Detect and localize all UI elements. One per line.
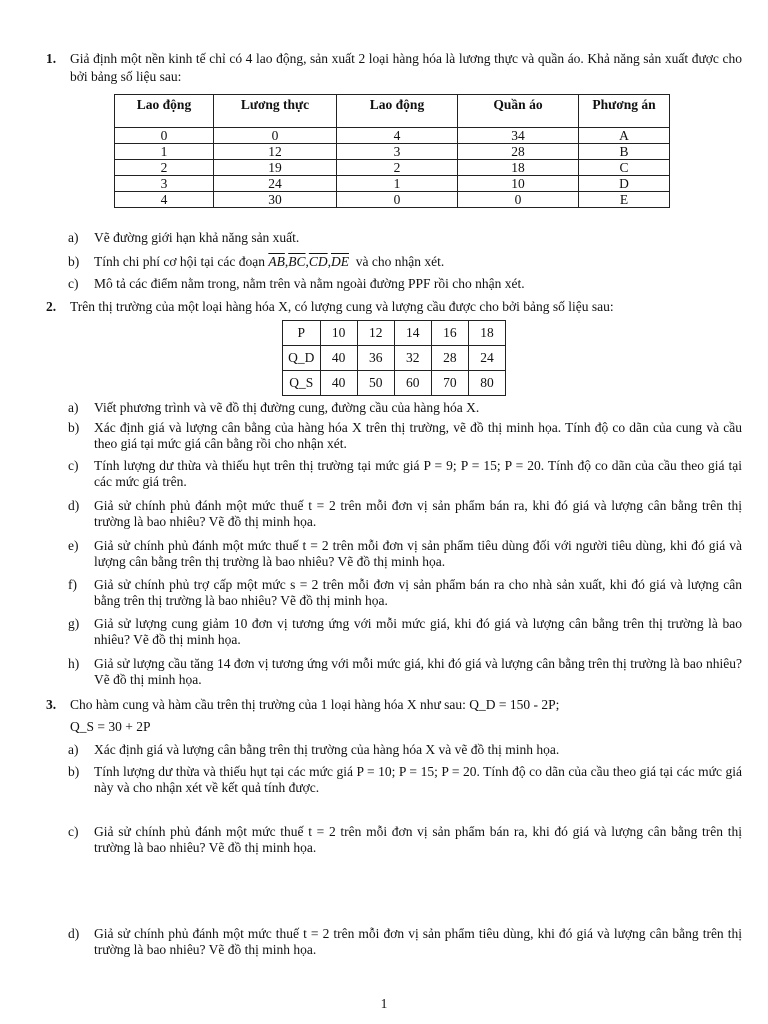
sub-question-text: Giả sử chính phủ đánh một mức thuế t = 2 trên mỗi đơn vị sản phẩm tiêu dùng, khi đó giá và lượng cân bằng trên thị trường là bao nhiêu? Vẽ đồ thị minh họa. <box>94 926 742 957</box>
sub-question-label: a) <box>68 400 79 415</box>
table-row <box>115 144 670 160</box>
sub-question-label: a) <box>68 230 79 245</box>
table-row <box>283 321 506 346</box>
table-cell: E <box>579 192 670 208</box>
table-cell: 24 <box>214 176 337 192</box>
table-cell: 4 <box>337 128 458 144</box>
table-cell: 40 <box>320 371 357 396</box>
sub-question-label: h) <box>68 656 80 671</box>
sub-question <box>68 764 742 796</box>
question-number: 1. <box>46 51 57 66</box>
question-number: 2. <box>46 299 57 314</box>
table-cell: 36 <box>357 346 394 371</box>
sub-question-text: Xác định giá và lượng cân bằng trên thị trường của hàng hóa X và vẽ đồ thị minh họa. <box>94 742 560 757</box>
table-cell: 0 <box>458 192 579 208</box>
sub-question-label: b) <box>68 420 80 435</box>
table-cell: A <box>579 128 670 144</box>
table-header: Phương án <box>579 95 670 128</box>
table-header: Lao động <box>337 95 458 128</box>
sub-question-text: Giả sử lượng cung giảm 10 đơn vị tương ứng với mỗi mức giá, khi đó giá và lượng cân bằng trên thị trường là bao nhiêu? Vẽ đồ thị minh họa. <box>94 616 742 647</box>
question-3-line-2 <box>46 718 742 736</box>
table-cell: C <box>579 160 670 176</box>
sub-question-text-start: Tính chi phí cơ hội tại các đoạn <box>94 254 265 269</box>
table-cell: 3 <box>115 176 214 192</box>
sub-question-text: Mô tả các điểm nằm trong, nằm trên và nằm ngoài đường PPF rồi cho nhận xét. <box>94 276 525 291</box>
table-header: Quần áo <box>458 95 579 128</box>
table-row <box>283 371 506 396</box>
table-cell: 3 <box>337 144 458 160</box>
question-text: Cho hàm cung và hàm cầu trên thị trường của 1 loại hàng hóa X như sau: Q_D = 150 - 2P; <box>70 697 560 712</box>
sub-question-label: c) <box>68 824 79 839</box>
table-cell: 28 <box>431 346 468 371</box>
sub-question-text: Vẽ đường giới hạn khả năng sản xuất. <box>94 230 300 245</box>
table-cell: 18 <box>458 160 579 176</box>
sub-question-text: Giả sử chính phủ đánh một mức thuế t = 2 trên mỗi đơn vị sản phẩm bán ra, khi đó giá và lượng cân bằng trên thị trường là bao nhiêu? Vẽ đồ thị minh họa. <box>94 824 742 855</box>
question-text: Trên thị trường của một loại hàng hóa X, có lượng cung và lượng cầu được cho bởi bảng số liệu sau: <box>70 299 614 314</box>
sub-question <box>68 400 742 416</box>
sub-question-label: d) <box>68 498 80 513</box>
page-number: 1 <box>380 996 388 1011</box>
sub-question <box>68 276 742 292</box>
table-row <box>115 160 670 176</box>
table-row <box>283 346 506 371</box>
sub-question-label: b) <box>68 764 80 779</box>
question-text: Giả định một nền kinh tế chỉ có 4 lao động, sản xuất 2 loại hàng hóa là lương thực và quần áo. Khả năng sản xuất được cho bởi bảng số liệu sau: <box>70 51 742 84</box>
sub-question-text: Giả sử chính phủ đánh một mức thuế t = 2 trên mỗi đơn vị sản phẩm bán ra, khi đó giá và lượng cân bằng trên thị trường là bao nhiêu? Vẽ đồ thị minh họa. <box>94 498 742 529</box>
sub-question-label: d) <box>68 926 80 941</box>
sub-question-label: g) <box>68 616 80 631</box>
sub-question-label: f) <box>68 577 77 592</box>
sub-question <box>68 420 742 452</box>
table-cell: 2 <box>115 160 214 176</box>
sub-question <box>68 538 742 570</box>
question-3 <box>46 696 742 714</box>
table-cell: 18 <box>468 321 505 346</box>
sub-question-text: Viết phương trình và vẽ đồ thị đường cung, đường cầu của hàng hóa X. <box>94 400 480 415</box>
sub-question <box>68 458 742 490</box>
table-cell: Q_S <box>283 371 321 396</box>
table-cell: 19 <box>214 160 337 176</box>
table-cell: D <box>579 176 670 192</box>
table-cell: 34 <box>458 128 579 144</box>
table-cell: 14 <box>394 321 431 346</box>
table-cell: 0 <box>214 128 337 144</box>
sub-question-label: e) <box>68 538 79 553</box>
table-cell: 16 <box>431 321 468 346</box>
table-cell: 12 <box>357 321 394 346</box>
sub-question <box>68 498 742 530</box>
table-header: Lương thực <box>214 95 337 128</box>
table-header: Lao động <box>115 95 214 128</box>
table-cell: 50 <box>357 371 394 396</box>
table-row <box>115 176 670 192</box>
sub-question <box>68 742 742 758</box>
question-number: 3. <box>46 697 57 712</box>
sub-question <box>68 616 742 648</box>
table-cell: 70 <box>431 371 468 396</box>
sub-question-text: Tính lượng dư thừa và thiếu hụt trên thị trường tại mức giá P = 9; P = 15; P = 20. Tính độ co dãn của cầu theo giá tại các mức giá trên. <box>94 458 742 489</box>
segment-cd: $\overline{CD}$ <box>308 254 328 269</box>
table-cell: 30 <box>214 192 337 208</box>
sub-question <box>68 230 742 246</box>
table-cell: 2 <box>337 160 458 176</box>
question-2 <box>46 298 742 316</box>
table-cell: 1 <box>337 176 458 192</box>
sub-question-label: a) <box>68 742 79 757</box>
table-cell: Q_D <box>283 346 321 371</box>
sub-question-label: c) <box>68 276 79 291</box>
table-cell: 12 <box>214 144 337 160</box>
table-cell: 0 <box>115 128 214 144</box>
sub-question-text-end: và cho nhận xét. <box>355 254 445 269</box>
segment-de: $\overline{DE}$ <box>331 254 349 269</box>
table-cell: 60 <box>394 371 431 396</box>
table-cell: 24 <box>468 346 505 371</box>
table-cell: 1 <box>115 144 214 160</box>
sub-question <box>68 926 742 958</box>
table-cell: 40 <box>320 346 357 371</box>
sub-question-text: Giả sử lượng cầu tăng 14 đơn vị tương ứng với mỗi mức giá, khi đó giá và lượng cân bằng trên thị trường là bao nhiêu? Vẽ đồ thị minh họa. <box>94 656 742 687</box>
table-row <box>115 128 670 144</box>
sub-question-label: c) <box>68 458 79 473</box>
table-row <box>115 192 670 208</box>
table-cell: 32 <box>394 346 431 371</box>
sub-question-text: Tính lượng dư thừa và thiếu hụt tại các mức giá P = 10; P = 15; P = 20. Tính độ co dãn của cầu theo giá tại các mức giá này và cho nhận xét về kết quả tính được. <box>94 764 742 795</box>
table-cell: 80 <box>468 371 505 396</box>
sub-question <box>68 254 742 270</box>
table-cell: 10 <box>458 176 579 192</box>
supply-demand-table <box>282 320 506 396</box>
table-cell: 4 <box>115 192 214 208</box>
table-cell: 28 <box>458 144 579 160</box>
sub-question-label: b) <box>68 254 80 269</box>
sub-question-text: Xác định giá và lượng cân bằng của hàng hóa X trên thị trường, vẽ đồ thị minh họa. Tính độ co dãn của cung và cầu theo giá tại mức giá cân bằng rồi cho nhận xét. <box>94 420 742 451</box>
segment-ab: $\overline{AB}$ <box>268 254 285 269</box>
sub-question <box>68 824 742 856</box>
question-text: Q_S = 30 + 2P <box>70 719 151 734</box>
sub-question-text: Giả sử chính phủ trợ cấp một mức s = 2 trên mỗi đơn vị sản phẩm bán ra cho nhà sản xuất, khi đó giá và lượng cân bằng trên thị trường là bao nhiêu? Vẽ đồ thị minh họa. <box>94 577 742 608</box>
table-cell: B <box>579 144 670 160</box>
sub-question <box>68 656 742 688</box>
sub-question-text: Giả sử chính phủ đánh một mức thuế t = 2 trên mỗi đơn vị sản phẩm tiêu dùng đối với người tiêu dùng, khi đó giá và lượng cân bằng trên thị trường là bao nhiêu? Vẽ đồ thị minh họa. <box>94 538 742 569</box>
table-header-row <box>115 95 670 128</box>
table-cell: 10 <box>320 321 357 346</box>
sub-question <box>68 577 742 609</box>
segment-bc: $\overline{BC}$ <box>288 254 306 269</box>
sub-question-text: Tính chi phí cơ hội tại các đoạn $\overline{AB},\overline{BC},\overline{CD},\overline{DE}$ và cho nhận xét. <box>94 254 445 269</box>
production-table <box>114 94 670 208</box>
table-cell: 0 <box>337 192 458 208</box>
table-cell: P <box>283 321 321 346</box>
question-1 <box>46 50 742 86</box>
